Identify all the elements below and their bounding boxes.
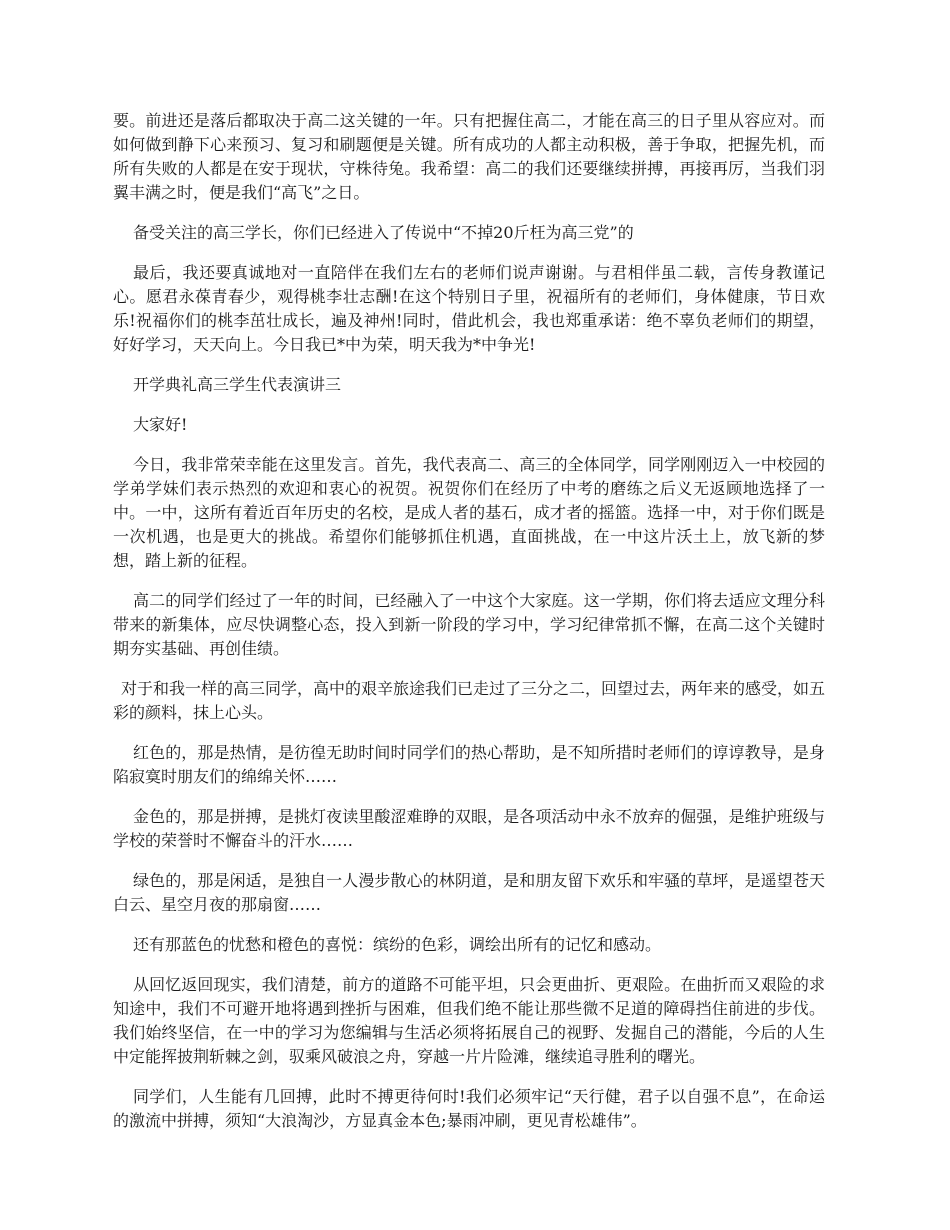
paragraph: 金色的，那是拼搏，是挑灯夜读里酸涩难睁的双眼，是各项活动中永不放弃的倔强，是维护班级与学校的荣誉时不懈奋斗的汗水…… xyxy=(113,807,825,850)
paragraph: 还有那蓝色的忧愁和橙色的喜悦：缤纷的色彩，调绘出所有的记忆和感动。 xyxy=(133,935,662,954)
section-heading: 开学典礼高三学生代表演讲三 xyxy=(133,375,342,394)
greeting: 大家好! xyxy=(133,415,188,434)
paragraph: 今日，我非常荣幸能在这里发言。首先，我代表高二、高三的全体同学，同学刚刚迈入一中校园的学弟学妹们表示热烈的欢迎和衷心的祝贺。祝贺你们在经历了中考的磨练之后义无返顾地选择了一中。一中，这所有着近百年历史的名校，是成人者的基石，成才者的摇篮。选择一中，对于你们既是一次机遇，也是更大的挑战。希望你们能够抓住机遇，直面挑战，在一中这片沃土上，放飞新的梦想，踏上新的征程。 xyxy=(113,455,825,570)
paragraph: 红色的，那是热情，是彷徨无助时间时同学们的热心帮助，是不知所措时老师们的谆谆教导，是身陷寂寞时朋友们的绵绵关怀…… xyxy=(113,743,825,786)
paragraph: 同学们，人生能有几回搏，此时不搏更待何时!我们必须牢记“天行健，君子以自强不息”，在命运的激流中拼搏，须知“大浪淘沙，方显真金本色;暴雨冲刷，更见青松雄伟”。 xyxy=(113,1087,825,1130)
document-page xyxy=(113,109,825,1149)
paragraph: 从回忆返回现实，我们清楚，前方的道路不可能平坦，只会更曲折、更艰险。在曲折而又艰险的求知途中，我们不可避开地将遇到挫折与困难，但我们绝不能让那些微不足道的障碍挡住前进的步伐。我们始终坚信，在一中的学习为您编辑与生活必须将拓展自己的视野、发掘自己的潜能，今后的人生中定能挥披荆斩棘之剑，驭乘风破浪之舟，穿越一片片险滩，继续追寻胜利的曙光。 xyxy=(113,975,825,1066)
paragraph: 备受关注的高三学长，你们已经进入了传说中“不掉20斤枉为高三党”的 xyxy=(133,223,634,242)
paragraph: 高二的同学们经过了一年的时间，已经融入了一中这个大家庭。这一学期，你们将去适应文理分科带来的新集体，应尽快调整心态，投入到新一阶段的学习中，学习纪律常抓不懈，在高二这个关键时期夯实基础、再创佳绩。 xyxy=(113,591,825,658)
paragraph: 对于和我一样的高三同学，高中的艰辛旅途我们已走过了三分之二，回望过去，两年来的感受，如五彩的颜料，抹上心头。 xyxy=(113,679,826,722)
paragraph: 最后，我还要真诚地对一直陪伴在我们左右的老师们说声谢谢。与君相伴虽二载，言传身教谨记心。愿君永葆青春少，观得桃李壮志酬!在这个特别日子里，祝福所有的老师们，身体健康，节日欢乐!祝福你们的桃李茁壮成长，遍及神州!同时，借此机会，我也郑重承诺：绝不辜负老师们的期望，好好学习，天天向上。今日我已*中为荣，明天我为*中争光! xyxy=(113,263,825,354)
paragraph: 要。前进还是落后都取决于高二这关键的一年。只有把握住高二，才能在高三的日子里从容应对。而如何做到静下心来预习、复习和刷题便是关键。所有成功的人都主动积极，善于争取，把握先机，而所有失败的人都是在安于现状，守株待兔。我希望：高二的我们还要继续拼搏，再接再厉，当我们羽翼丰满之时，便是我们“高飞”之日。 xyxy=(113,111,825,202)
paragraph: 绿色的，那是闲适，是独自一人漫步散心的林阴道，是和朋友留下欢乐和牢骚的草坪，是遥望苍天白云、星空月夜的那扇窗…… xyxy=(113,871,825,914)
